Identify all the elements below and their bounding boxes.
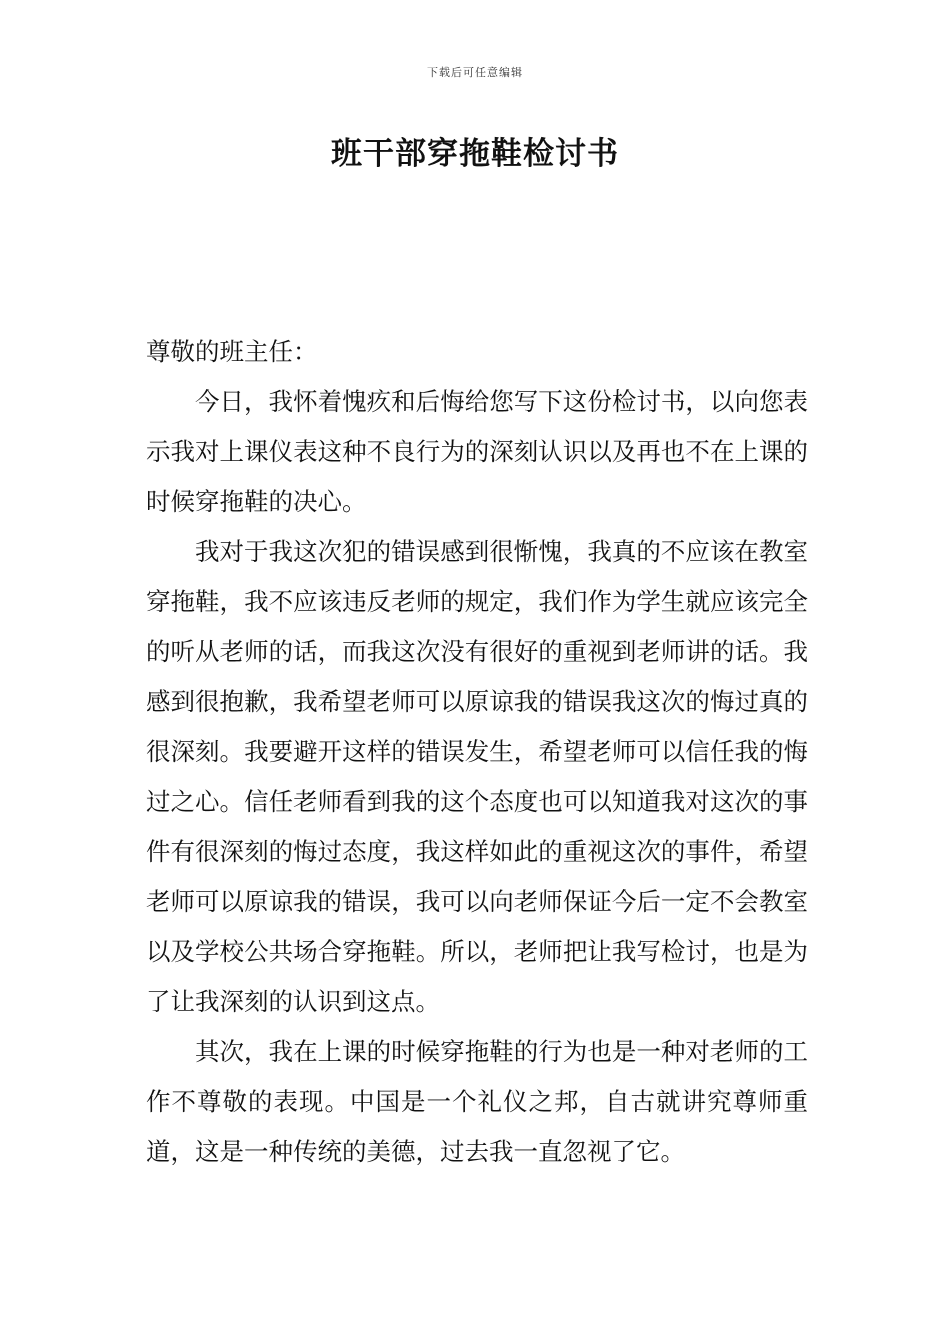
document-title: 班干部穿拖鞋检讨书 [331,136,619,172]
document-body [146,327,808,1177]
paragraph-2: 我对于我这次犯的错误感到很惭愧，我真的不应该在教室穿拖鞋，我不应该违反老师的规定，我们作为学生就应该完全的听从老师的话，而我这次没有很好的重视到老师讲的话。我感到很抱歉，我希望老师可以原谅我的错误我这次的悔过真的很深刻。我要避开这样的错误发生，希望老师可以信任我的悔过之心。信任老师看到我的这个态度也可以知道我对这次的事件有很深刻的悔过态度，我这样如此的重视这次的事件，希望老师可以原谅我的错误，我可以向老师保证今后一定不会教室以及学校公共场合穿拖鞋。所以，老师把让我写检讨，也是为了让我深刻的认识到这点。 [146,537,808,1016]
header-note: 下载后可任意编辑 [427,66,523,79]
paragraph-3: 其次，我在上课的时候穿拖鞋的行为也是一种对老师的工作不尊敬的表现。中国是一个礼仪之邦，自古就讲究尊师重道，这是一种传统的美德，过去我一直忽视了它。 [146,1037,808,1166]
salutation: 尊敬的班主任： [146,337,318,366]
paragraph-1: 今日，我怀着愧疚和后悔给您写下这份检讨书，以向您表示我对上课仪表这种不良行为的深刻认识以及再也不在上课的时候穿拖鞋的决心。 [146,387,808,516]
